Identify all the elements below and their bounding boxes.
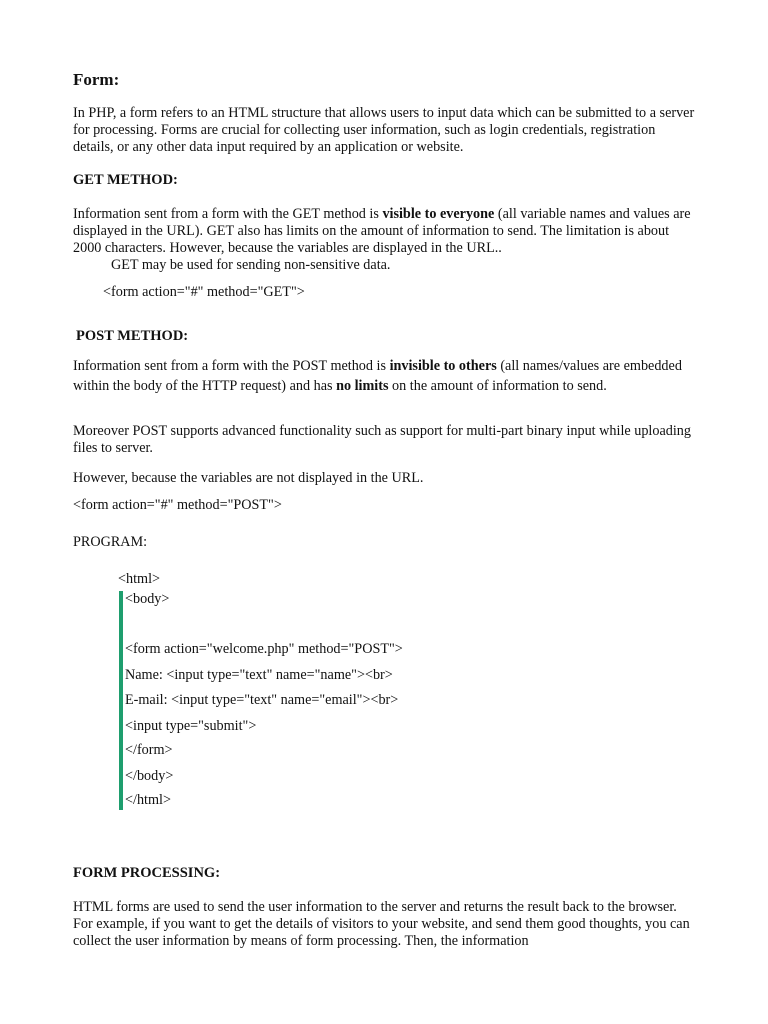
post-method-heading: POST METHOD: — [76, 328, 189, 344]
code-line-form-open: <form action="welcome.php" method="POST"> — [125, 641, 403, 657]
get-text-1: Information sent from a form with the GET method is — [73, 206, 383, 222]
get-method-heading: GET METHOD: — [73, 172, 178, 188]
code-line-body-open: <body> — [125, 591, 170, 607]
post-code-line: <form action="#" method="POST"> — [73, 497, 282, 513]
code-block-bar — [119, 591, 123, 810]
code-line-body-close: </body> — [125, 768, 174, 784]
form-paragraph: In PHP, a form refers to an HTML structure that allows users to input data which can be submitted to a server for processing. Forms are crucial for collecting user information, such as login credentials, registration details, or any other data input required by an application or website. — [73, 105, 695, 155]
get-paragraph — [73, 206, 698, 257]
form-processing-paragraph: HTML forms are used to send the user information to the server and returns the result back to the browser. For example, if you want to get the details of visitors to your website, and send them good thoughts, you can collect the user information by means of form processing. Then, the information — [73, 899, 690, 949]
post-paragraph-1 — [73, 356, 698, 396]
post-text-3: on the amount of information to send. — [388, 378, 607, 394]
post-bold-invisible: invisible to others — [389, 358, 497, 374]
get-note: GET may be used for sending non-sensitive data. — [111, 257, 391, 273]
post-text-1: Information sent from a form with the POST method is — [73, 358, 390, 374]
code-line-name-input: Name: <input type="text" name="name"><br> — [125, 667, 393, 683]
post-paragraph-3: However, because the variables are not displayed in the URL. — [73, 470, 424, 486]
get-bold-visible: visible to everyone — [382, 206, 495, 222]
get-code-line: <form action="#" method="GET"> — [103, 284, 305, 300]
code-line-email-input: E-mail: <input type="text" name="email"><br> — [125, 692, 399, 708]
program-label: PROGRAM: — [73, 534, 148, 550]
post-bold-no-limits: no limits — [336, 378, 389, 394]
code-line-submit: <input type="submit"> — [125, 718, 257, 734]
code-line-html-close: </html> — [125, 792, 171, 808]
form-heading: Form: — [73, 70, 120, 89]
code-line-form-close: </form> — [125, 742, 173, 758]
code-line-html-open: <html> — [118, 571, 161, 587]
post-paragraph-2: Moreover POST supports advanced functionality such as support for multi-part binary input while uploading files to server. — [73, 423, 691, 456]
get-text-2: (all variable names and values are displayed in the URL). GET also has limits on the amount of information to send. The limitation is about 2000 characters. However, because the variables are displayed in the URL.. — [73, 206, 691, 256]
form-processing-heading: FORM PROCESSING: — [73, 865, 221, 881]
post-text-2: (all names/values are embedded within the body of the HTTP request) and has — [73, 358, 682, 394]
